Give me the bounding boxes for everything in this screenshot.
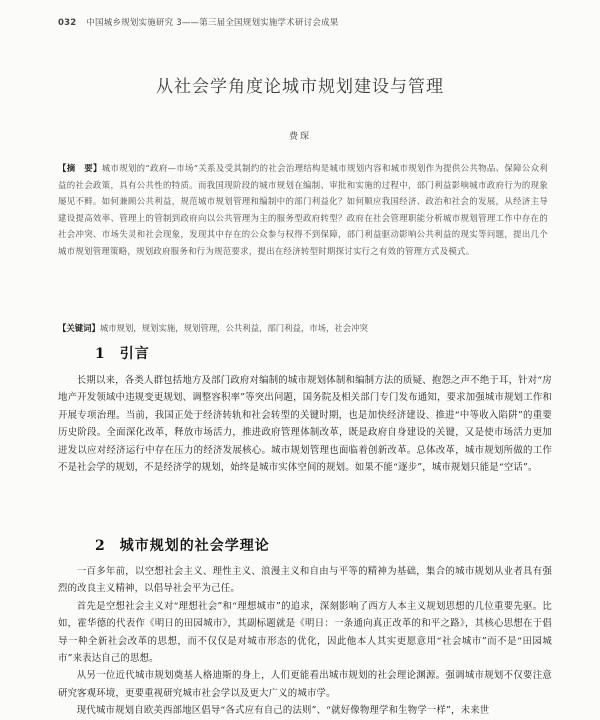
paragraph: 首先是空想社会主义对“理想社会”和“理想城市”的追求，深刻影响了西方人本主义规划思想的几位重要先驱。比如，霍华德的代表作《明日的田园城市》，其副标题就是《明日：一条通向真正改革的和平之路》，其核心思想在于倡导一种全新社会改革的思想，而不仅仅是对城市形态的优化，因此他本人其实更愿意用“社会城市”而不是“田园城市”来表达自己的思想。: [58, 600, 552, 665]
section-heading-2: [95, 535, 270, 555]
article-author: 费琛: [288, 132, 311, 142]
abstract-text: 城市规划的“政府—市场”关系及受其制约的社会治理结构是城市规划内容和城市规划作为提供公共物品、保障公众利益的社会政策，具有公共性的特质。而我国现阶段的城市规划在编制、审批和实施的过程中，部门利益影响城市政府行为的现象屡见不鲜。如何兼顾公共利益，规范城市规划管理和编制中的部门利益化？如何顺应我国经济、政治和社会的发展，从经济主导建设提高效率、管理上的管制到政府向以公共管理为主的服务型政府转型？政府在社会管理职能分析城市规划管理工作中存在的社会冲突、市场失灵和社会现象，发现其中存在的公众参与权得不到保障，部门利益驱动影响公共利益的现实等问题，提出几个城市规划管理策略，规划政府服务和行为规范要求，提出在经济转型时期探讨实行之有效的管理方式及模式。: [58, 163, 549, 256]
abstract-label: 【摘 要】: [58, 163, 102, 173]
section-1-body: [58, 372, 552, 476]
paragraph: 从另一位近代城市规划奠基人格迪斯的身上，人们更能看出城市规划的社会理论渊源。强调城市规划不仅要注意研究客观环境，更要重视研究城市社会学以及更大广义的城市学。: [58, 670, 552, 699]
running-header: [58, 16, 338, 28]
paragraph: 现代城市规划自欧美西部地区倡导“各式应有自己的法则”、“就好像物理学和生物学一样”，未来世: [76, 705, 490, 717]
paragraph: 长期以来，各类人群包括地方及部门政府对编制的城市规划体制和编制方法的质疑、抱怨之声不绝于耳，针对“房地产开发领域中违规变更规划、调整容积率”等突出问题，国务院及相关部门专门发布通知，要求加强城市规划工作和开展专项治理。当前，我国正处于经济转轨和社会转型的关键时期，也是加快经济建设、推进“中等收入陷阱”的重要历史阶段。全面深化改革，释放市场活力，推进政府管理体制改革，既是政府自身建设的关键，又是使市场活力更加迸发以应对经济运行中存在压力的经济发展核心。城市规划管理也面临着创新改革。总体改革，城市规划所做的工作不是社会学的规划，不是经济学的规划，始终是城市实体空间的规划。如果不能“逐步”，城市规划只能是“空话”。: [58, 375, 552, 474]
keywords: [58, 320, 548, 336]
article-title: 从社会学角度论城市规划建设与管理: [156, 77, 444, 97]
section-title: 引言: [119, 346, 150, 362]
paragraph: 一百多年前，以空想社会主义、理性主义、浪漫主义和自由与平等的精神为基础，集合的城市规划从业者具有强烈的改良主义精神，以倡导社会平为己任。: [58, 566, 552, 595]
section-title: 城市规划的社会学理论: [119, 538, 270, 554]
abstract: [58, 160, 548, 259]
section-number: 1: [95, 346, 106, 362]
running-title: 中国城乡规划实施研究 3——第三届全国规划实施学术研讨会成果: [86, 18, 339, 28]
keywords-label: 【关键词】: [58, 323, 100, 333]
section-number: 2: [95, 538, 106, 554]
keywords-text: 城市规划，规划实施，规划管理，公共利益，部门利益，市场，社会冲突: [99, 323, 368, 333]
section-heading-1: [95, 343, 150, 363]
section-2-body: [58, 563, 552, 720]
page-number: 032: [58, 18, 77, 28]
